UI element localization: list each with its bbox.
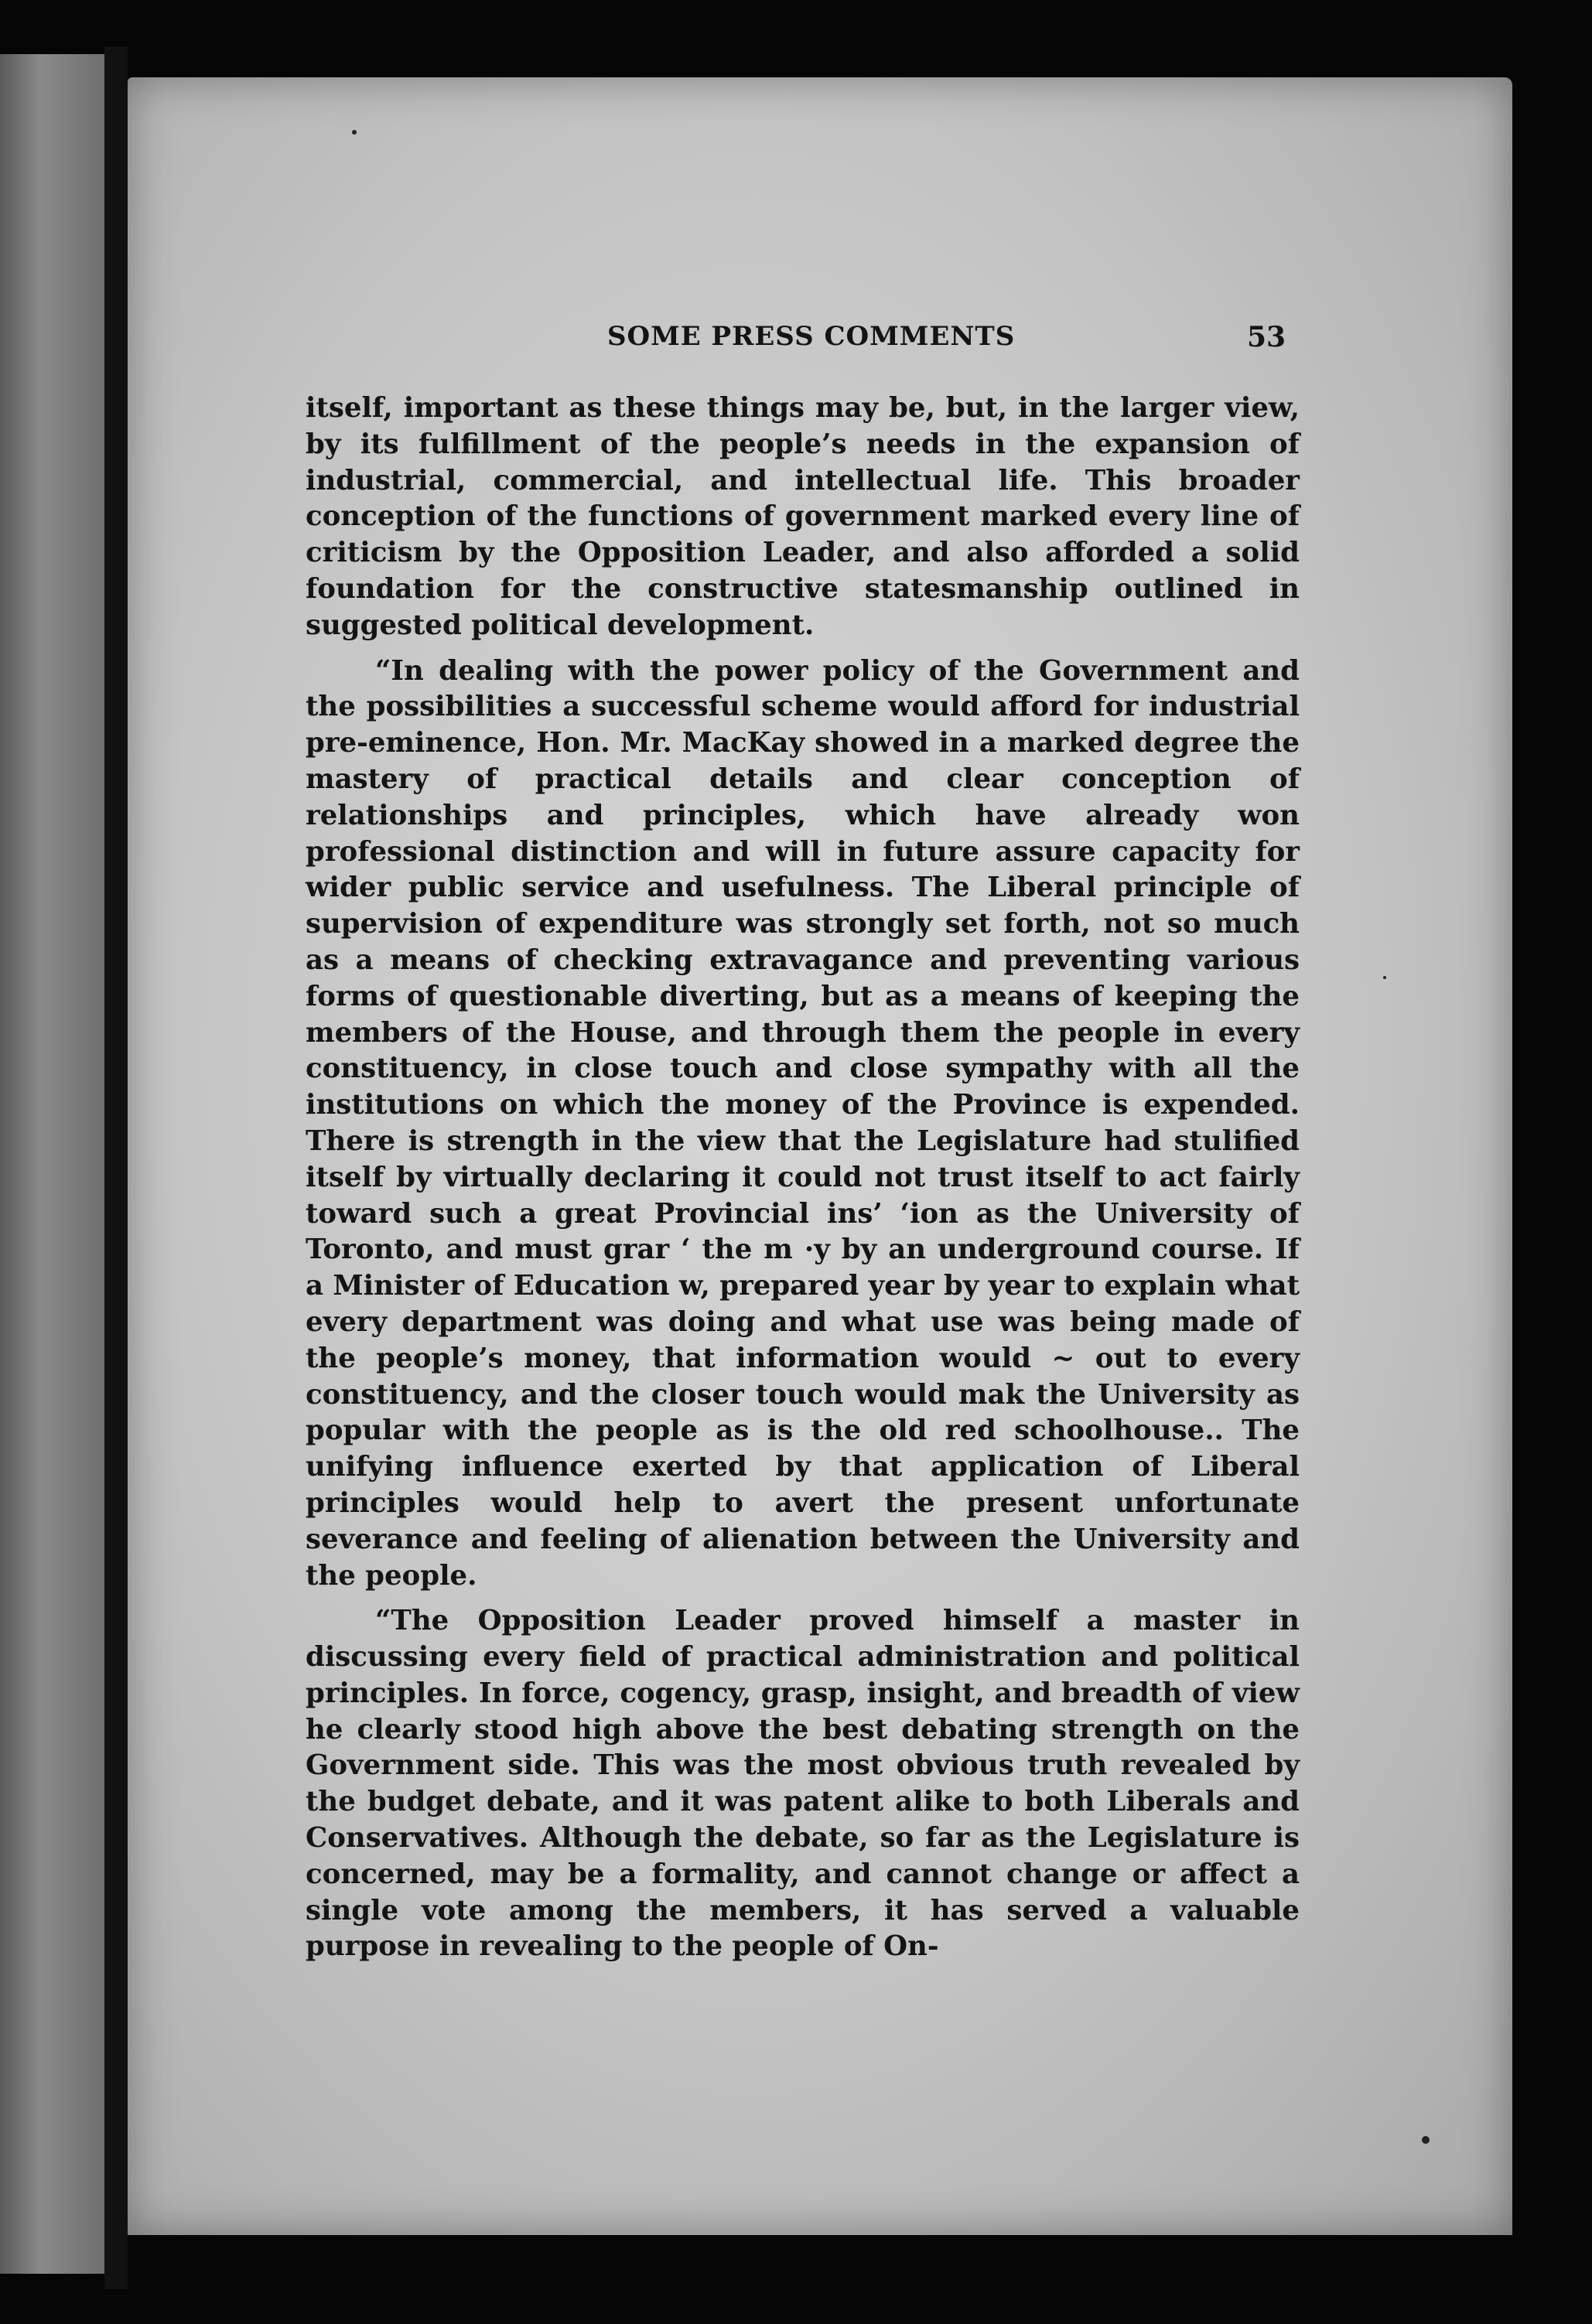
- paragraph: “The Opposition Leader proved himself a master in discussing every field of practical administration and political principles. In force, cogency, grasp, insight, and breadth of view he clearly stood high above the best debating strength on the Government side. This was the most obvious truth revealed by the budget debate, and it was patent alike to both Liberals and Conservatives. Although the debate, so far as the Legislature is concerned, may be a formality, and cannot change or affect a single vote among the members, it has served a valuable purpose in revealing to the people of On-: [306, 1605, 1300, 1963]
- paragraph: itself, important as these things may be, but, in the larger view, by its fulfillment of the people’s needs in the expansion of industrial, commercial, and intellectual life. This broader conception of the functions of government marked every line of criticism by the Opposition Leader, and also afforded a solid foundation for the constructive statesmanship outlined in suggested political development.: [306, 392, 1300, 641]
- running-head-title: SOME PRESS COMMENTS: [607, 321, 1016, 352]
- page-speck: [352, 130, 357, 135]
- running-head: [0, 321, 1592, 367]
- paragraph: “In dealing with the power policy of the Government and the possibilities a successful scheme would afford for industrial pre-eminence, Hon. Mr. MacKay showed in a marked degree the mastery of practical details and clear conception of relationships and principles, which have already won professional distinction and will in future assure capacity for wider public service and usefulness. The Liberal principle of supervision of expenditure was strongly set forth, not so much as a means of checking extravagance and preventing various forms of questionable diverting, but as a means of keeping the members of the House, and through them the people in every constituency, in close touch and close sympathy with all the institutions on which the money of the Province is expended. There is strength in the view that the Legislature had stulified itself by virtually declaring it could not trust itself to act fairly toward such a great Provincial ins’ ‘ion as the University of Toronto, and must grar ‘ the m ·y by an underground course. If a Minister of Education w, prepared year by year to explain what every department was doing and what use was being made of the people’s money, that information would ~ out to every constituency, and the closer touch would mak the University as popular with the people as is the old red schoolhouse.. The unifying influence exerted by that application of Liberal principles would help to avert the present unfortunate severance and feeling of alienation between the University and the people.: [306, 654, 1300, 1592]
- book-gutter: [104, 46, 128, 2289]
- page-speck: [1422, 2136, 1430, 2144]
- page-speck: [1383, 976, 1386, 979]
- body-text: [306, 391, 1300, 1974]
- left-page-edge: [0, 54, 104, 2274]
- page-number: 53: [1247, 321, 1286, 353]
